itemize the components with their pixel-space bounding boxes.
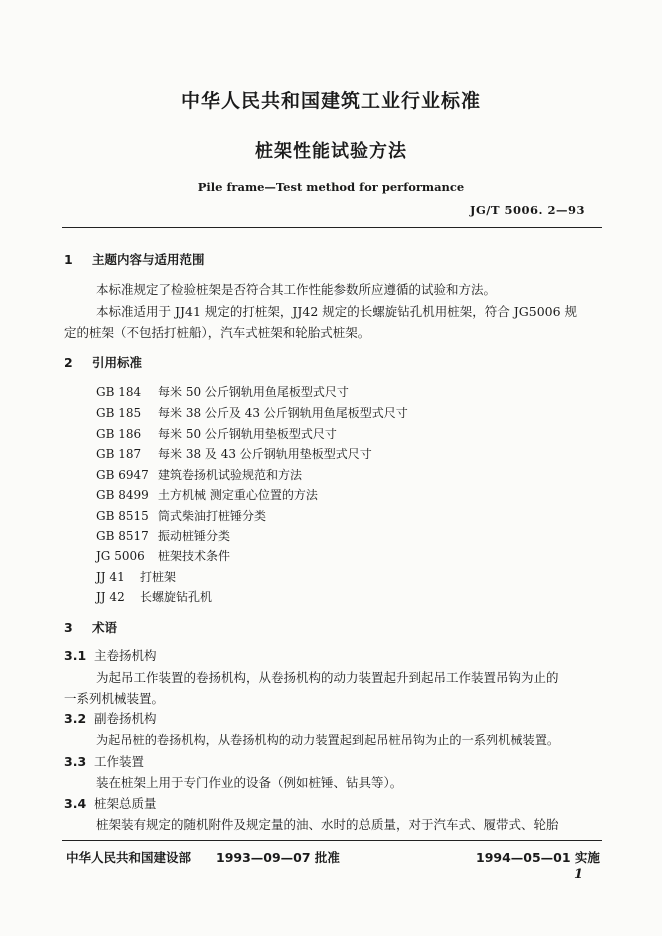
paragraph: 定的桩架（不包括打桩船），汽车式桩架和轮胎式桩架。: [64, 325, 371, 340]
term-number: 3.3: [64, 754, 87, 769]
reference-title: 每米 50 公斤钢轨用鱼尾板型式尺寸: [158, 385, 349, 399]
section-title: 引用标准: [92, 355, 143, 370]
reference-item: [96, 547, 230, 564]
term-heading: [64, 752, 144, 770]
term-definition: 一系列机械装置。: [64, 691, 165, 706]
footer-approved-date: 1993—09—07 批准: [216, 850, 340, 865]
term-title: 工作装置: [94, 754, 145, 769]
standard-title: 中华人民共和国建筑工业行业标准: [180, 90, 481, 112]
reference-code: GB 186: [96, 427, 142, 441]
reference-item: [96, 404, 408, 421]
term-number: 3.4: [64, 796, 87, 811]
term-heading: [64, 794, 157, 812]
section-2-heading: [64, 353, 142, 371]
english-title: Pile frame—Test method for performance: [197, 180, 465, 194]
reference-code: GB 185: [96, 406, 142, 420]
reference-item: [96, 383, 349, 400]
term-definition: 装在桩架上用于专门作业的设备（例如桩锤、钻具等）。: [96, 775, 403, 790]
term-number: 3.2: [64, 711, 87, 726]
paragraph: 本标准规定了检验桩架是否符合其工作性能参数所应遵循的试验和方法。: [96, 282, 497, 297]
reference-title: 建筑卷扬机试验规范和方法: [158, 468, 303, 482]
document-title: 桩架性能试验方法: [255, 141, 407, 162]
reference-code: GB 8517: [96, 529, 149, 543]
term-title: 桩架总质量: [94, 796, 157, 811]
reference-code: JG 5006: [96, 549, 145, 563]
reference-item: [96, 486, 318, 503]
section-1-heading: [64, 250, 205, 268]
term-definition: 为起吊工作装置的卷扬机构，从卷扬机构的动力装置起升到起吊工作装置吊钩为止的: [96, 670, 559, 685]
term-number: 3.1: [64, 648, 87, 663]
term-definition: 桩架装有规定的随机附件及规定量的油、水时的总质量，对于汽车式、履带式、轮胎: [96, 817, 559, 832]
reference-title: 振动桩锤分类: [158, 529, 231, 543]
section-title: 术语: [92, 620, 118, 635]
reference-title: 土方机械 测定重心位置的方法: [158, 488, 318, 502]
reference-title: 每米 38 公斤及 43 公斤钢轨用鱼尾板型式尺寸: [158, 406, 408, 420]
reference-code: GB 184: [96, 385, 142, 399]
reference-item: [96, 507, 266, 524]
reference-code: JJ 41: [96, 570, 125, 584]
section-title: 主题内容与适用范围: [92, 252, 205, 267]
term-definition: 为起吊桩的卷扬机构，从卷扬机构的动力装置起到起吊桩吊钩为止的一系列机械装置。: [96, 733, 560, 747]
term-title: 副卷扬机构: [94, 711, 157, 726]
reference-item: [96, 466, 302, 483]
term-title: 主卷扬机构: [94, 648, 157, 663]
reference-item: [96, 568, 176, 585]
reference-code: GB 187: [96, 447, 142, 461]
reference-code: JJ 42: [96, 590, 125, 604]
reference-code: GB 8499: [96, 488, 149, 502]
reference-title: 打桩架: [140, 570, 177, 584]
term-heading: [64, 646, 157, 664]
section-3-heading: [64, 618, 117, 636]
standard-code: JG/T 5006. 2—93: [470, 203, 586, 217]
section-number: 1: [64, 252, 73, 267]
footer-divider: [62, 840, 602, 841]
reference-item: [96, 445, 372, 462]
reference-title: 筒式柴油打桩锤分类: [158, 509, 267, 523]
footer-effective-date: 1994—05—01 实施: [476, 850, 600, 865]
reference-title: 每米 50 公斤钢轨用垫板型式尺寸: [158, 427, 337, 441]
reference-code: GB 8515: [96, 509, 149, 523]
reference-item: [96, 588, 212, 605]
footer-issuer: 中华人民共和国建设部: [66, 850, 192, 865]
header-divider: [62, 227, 602, 228]
reference-code: GB 6947: [96, 468, 149, 482]
reference-item: [96, 527, 230, 544]
reference-title: 长螺旋钻孔机: [140, 590, 213, 604]
page-number: 1: [574, 867, 584, 882]
reference-title: 每米 38 及 43 公斤钢轨用垫板型式尺寸: [158, 447, 372, 461]
reference-item: [96, 425, 337, 442]
section-number: 3: [64, 620, 73, 635]
paragraph: 本标准适用于 JJ41 规定的打桩架，JJ42 规定的长螺旋钻孔机用桩架，符合 JG5006 规: [96, 304, 578, 319]
reference-title: 桩架技术条件: [158, 549, 231, 563]
section-number: 2: [64, 355, 73, 370]
term-heading: [64, 709, 157, 727]
